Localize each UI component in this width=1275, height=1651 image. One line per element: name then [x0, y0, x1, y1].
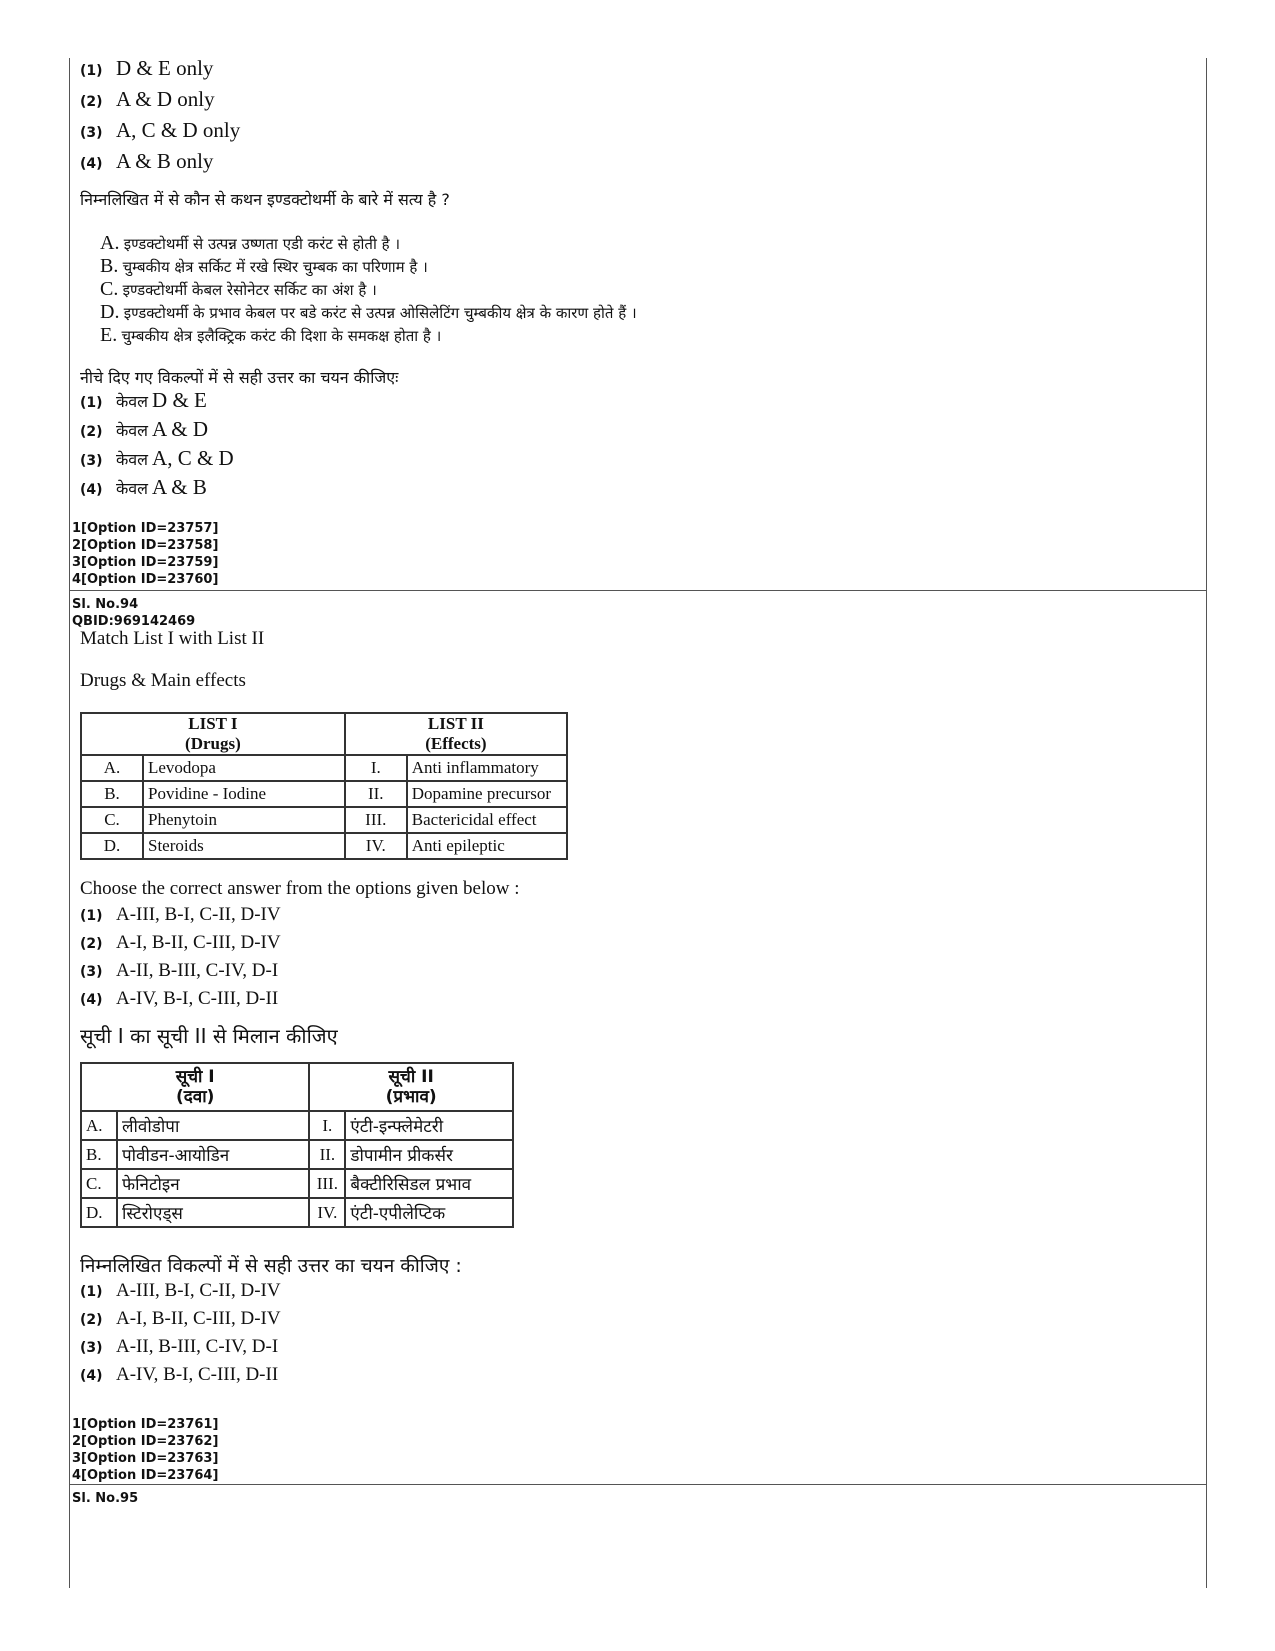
option: (1) D & E only [80, 56, 214, 80]
q94-choose-hi: निम्नलिखित विकल्पों में से सही उत्तर का चयन कीजिए : [80, 1255, 462, 1277]
table-row: A. Levodopa I. Anti inflammatory [81, 755, 567, 781]
option: (2) A & D only [80, 87, 215, 111]
statement: B. चुम्बकीय क्षेत्र सर्किट में रखे स्थिर चुम्बक का परिणाम है । [100, 255, 428, 277]
option: (4) A-IV, B-I, C-III, D-II [80, 1364, 279, 1385]
divider [69, 1484, 1207, 1485]
divider [69, 590, 1207, 591]
q94-title-en: Match List I with List II [80, 628, 265, 649]
option: (1) केवल D & E [80, 388, 207, 412]
q94-subtitle-en: Drugs & Main effects [80, 670, 246, 691]
option: (1) A-III, B-I, C-II, D-IV [80, 904, 281, 925]
q94-header [72, 596, 195, 630]
table-row: B. Povidine - Iodine II. Dopamine precursor [81, 781, 567, 807]
q94-title-hi: सूची I का सूची II से मिलान कीजिए [80, 1024, 338, 1048]
option: (1) A-III, B-I, C-II, D-IV [80, 1280, 281, 1301]
prev-options-hi [80, 388, 234, 504]
table-row: C. Phenytoin III. Bactericidal effect [81, 807, 567, 833]
table-row: D. स्टिरोएड्स IV. एंटी-एपीलेप्टिक [81, 1198, 513, 1227]
table-row: B. पोवीडन-आयोडिन II. डोपामीन प्रीकर्सर [81, 1140, 513, 1169]
option: (4) A-IV, B-I, C-III, D-II [80, 988, 279, 1009]
statement: A. इण्डक्टोथर्मी से उत्पन्न उष्णता एडी करंट से होती है । [100, 232, 401, 254]
prev-options-en [80, 56, 240, 180]
qbid: QBID:969142469 [72, 614, 196, 629]
option: (2) केवल A & D [80, 417, 209, 441]
table-row: D. Steroids IV. Anti epileptic [81, 833, 567, 859]
q94-choose-en: Choose the correct answer from the options given below : [80, 878, 520, 899]
option: (3) A-II, B-III, C-IV, D-I [80, 960, 279, 981]
option: (3) A-II, B-III, C-IV, D-I [80, 1336, 279, 1357]
q94-options-hi [80, 1280, 281, 1392]
option: (4) केवल A & B [80, 475, 207, 499]
match-table-hi [80, 1062, 514, 1228]
option: (4) A & B only [80, 149, 214, 173]
q94-options-en [80, 904, 281, 1016]
statement: C. इण्डक्टोथर्मी केबल रेसोनेटर सर्किट का अंश है । [100, 278, 377, 300]
prev-question-hi: निम्नलिखित में से कौन से कथन इण्डक्टोथर्मी के बारे में सत्य है ? [80, 190, 450, 209]
option: (3) केवल A, C & D [80, 446, 234, 470]
right-border [1206, 58, 1207, 1588]
sl-no: Sl. No.94 [72, 597, 139, 612]
option: (2) A-I, B-II, C-III, D-IV [80, 932, 281, 953]
q95-sl-no: Sl. No.95 [72, 1491, 139, 1506]
prev-option-ids: 1[Option ID=23757] 2[Option ID=23758] 3[Option ID=23759] 4[Option ID=23760] [72, 521, 219, 587]
prev-statements-hi [100, 232, 637, 347]
statement: D. इण्डक्टोथर्मी के प्रभाव केबल पर बडे करंट से उत्पन्न ओसिलेटिंग चुम्बकीय क्षेत्र के कारण होते हैं । [100, 301, 637, 323]
table-row: C. फेनिटोइन III. बैक्टीरिसिडल प्रभाव [81, 1169, 513, 1198]
table-header: LIST I (Drugs) LIST II (Effects) [81, 713, 567, 755]
prev-choose-hi: नीचे दिए गए विकल्पों में से सही उत्तर का चयन कीजिएः [80, 368, 399, 387]
q94-option-ids: 1[Option ID=23761] 2[Option ID=23762] 3[Option ID=23763] 4[Option ID=23764] [72, 1417, 219, 1483]
table-header: सूची I (दवा) सूची II (प्रभाव) [81, 1063, 513, 1111]
match-table-en [80, 712, 568, 860]
option: (2) A-I, B-II, C-III, D-IV [80, 1308, 281, 1329]
table-row: A. लीवोडोपा I. एंटी-इन्फ्लेमेटरी [81, 1111, 513, 1140]
statement: E. चुम्बकीय क्षेत्र इलैक्ट्रिक करंट की दिशा के समकक्ष होता है । [100, 324, 442, 346]
left-border [69, 58, 70, 1588]
option: (3) A, C & D only [80, 118, 241, 142]
